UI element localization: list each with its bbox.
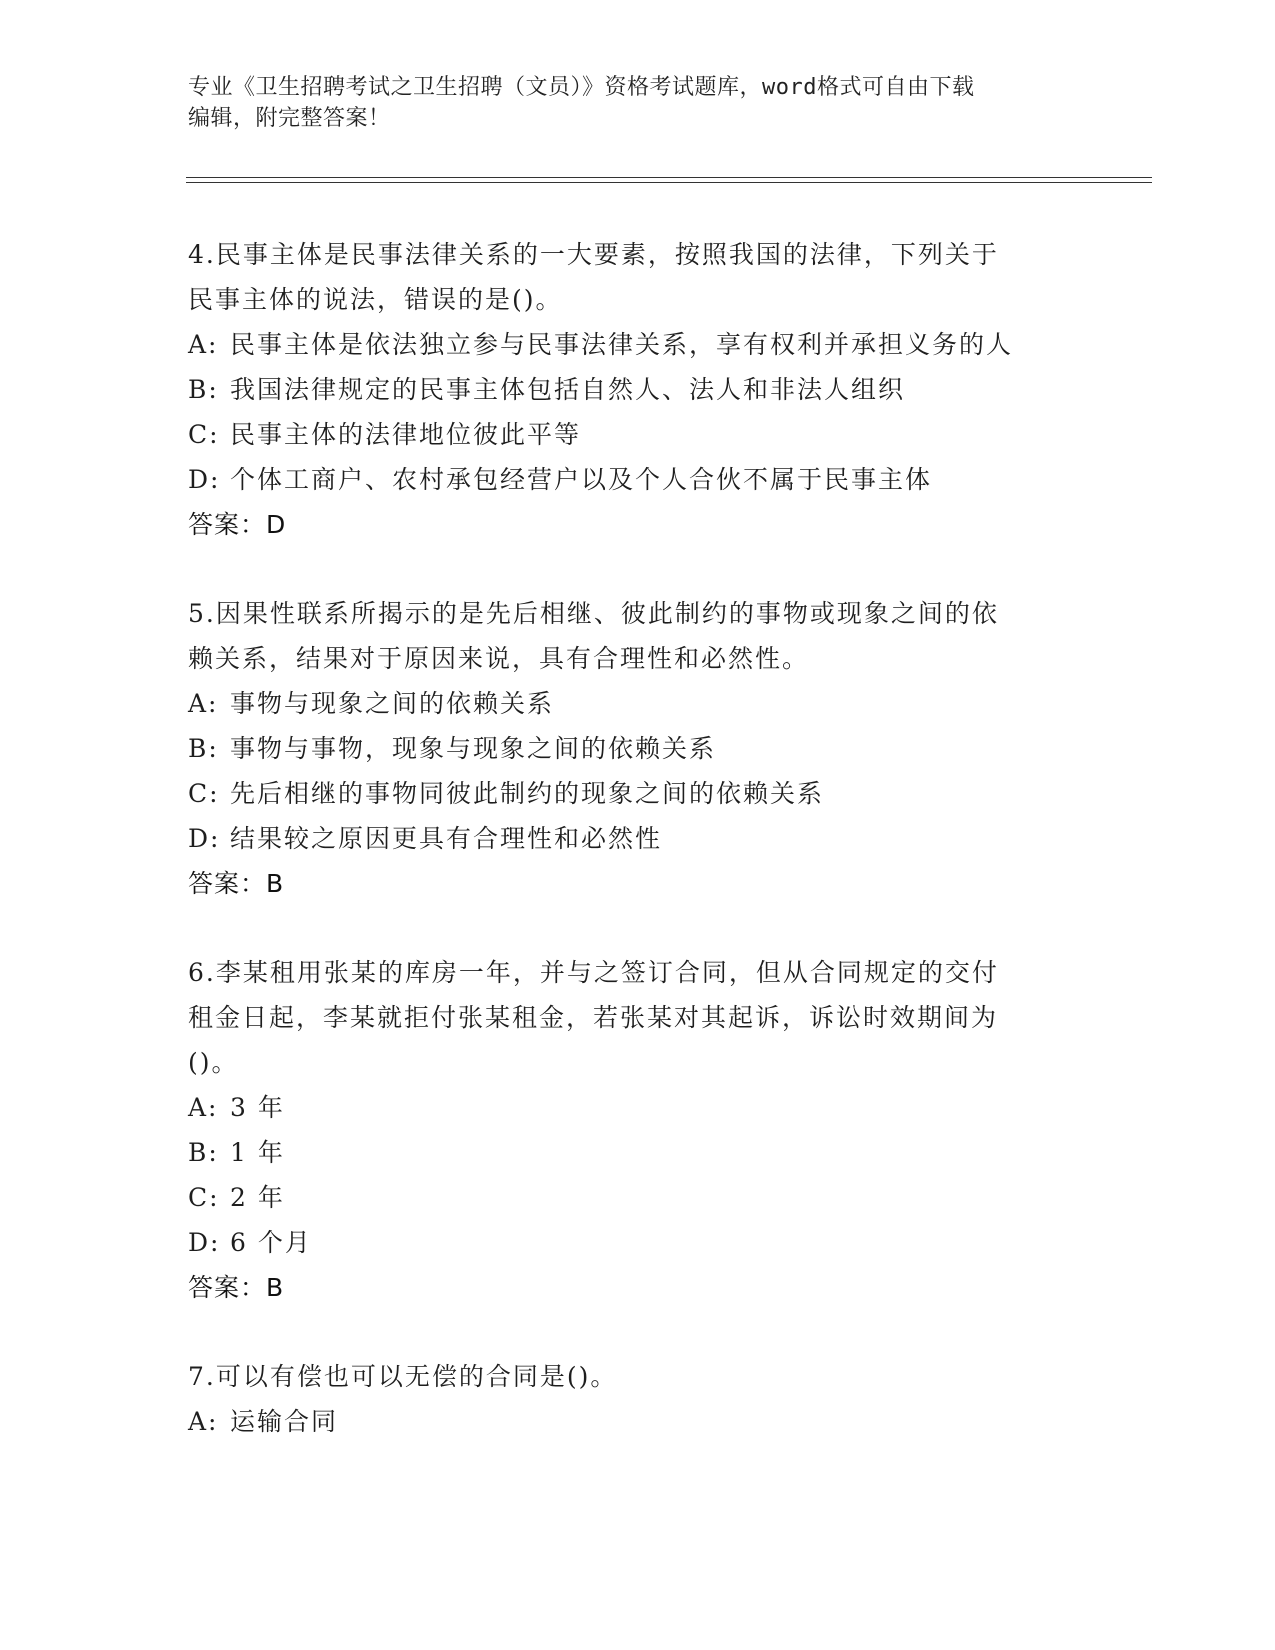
- option-letter: C:: [188, 779, 220, 808]
- option-a: [188, 1399, 1088, 1444]
- answer-line: 答案：D: [188, 510, 287, 539]
- question-stem-line: 赖关系，结果对于原因来说，具有合理性和必然性。: [188, 644, 810, 673]
- question-stem-line: 租金日起，李某就拒付张某租金，若张某对其起诉，诉讼时效期间为: [188, 1003, 999, 1032]
- option-text: 事物与现象之间的依赖关系: [230, 689, 555, 718]
- question-stem-line: 5.因果性联系所揭示的是先后相继、彼此制约的事物或现象之间的依: [188, 599, 999, 628]
- header-divider-bottom: [186, 182, 1152, 183]
- document-header: [188, 72, 1088, 134]
- header-line-1: 专业《卫生招聘考试之卫生招聘（文员）》资格考试题库，word格式可自由下载: [188, 75, 975, 100]
- option-text: 我国法律规定的民事主体包括自然人、法人和非法人组织: [230, 375, 906, 404]
- option-text: 运输合同: [230, 1407, 339, 1436]
- option-text: 民事主体的法律地位彼此平等: [230, 420, 582, 449]
- option-letter: D:: [188, 1228, 221, 1257]
- question-5: [188, 591, 1088, 906]
- question-stem-line: 民事主体的说法，错误的是()。: [188, 285, 563, 314]
- option-letter: C:: [188, 420, 220, 449]
- option-text: 事物与事物，现象与现象之间的依赖关系: [230, 734, 717, 763]
- question-stem-line: 4.民事主体是民事法律关系的一大要素，按照我国的法律，下列关于: [188, 240, 999, 269]
- option-text: 1 年: [230, 1138, 285, 1167]
- option-text: 3 年: [230, 1093, 285, 1122]
- option-letter: B:: [188, 375, 219, 404]
- answer-line: 答案：B: [188, 1273, 285, 1302]
- question-stem-line: ()。: [188, 1048, 239, 1077]
- option-letter: B:: [188, 1138, 219, 1167]
- option-text: 6 个月: [230, 1228, 312, 1257]
- question-4: [188, 232, 1088, 547]
- option-text: 2 年: [230, 1183, 285, 1212]
- option-d: [188, 816, 1088, 861]
- option-c: [188, 771, 1088, 816]
- option-text: 民事主体是依法独立参与民事法律关系，享有权利并承担义务的人: [230, 330, 1014, 359]
- option-letter: B:: [188, 734, 219, 763]
- option-d: [188, 1220, 1088, 1265]
- option-letter: A:: [188, 1407, 219, 1436]
- question-6: [188, 950, 1088, 1310]
- option-b: [188, 367, 1088, 412]
- option-text: 先后相继的事物同彼此制约的现象之间的依赖关系: [230, 779, 825, 808]
- option-b: [188, 1130, 1088, 1175]
- header-divider-top: [186, 177, 1152, 178]
- option-a: [188, 1085, 1088, 1130]
- option-c: [188, 412, 1088, 457]
- option-b: [188, 726, 1088, 771]
- option-letter: D:: [188, 824, 221, 853]
- option-c: [188, 1175, 1088, 1220]
- option-d: [188, 457, 1088, 502]
- option-text: 个体工商户、农村承包经营户以及个人合伙不属于民事主体: [230, 465, 933, 494]
- option-a: [188, 681, 1088, 726]
- option-letter: D:: [188, 465, 221, 494]
- question-list: [188, 232, 1088, 1488]
- option-letter: A:: [188, 330, 219, 359]
- option-a: [188, 322, 1088, 367]
- option-letter: A:: [188, 1093, 219, 1122]
- question-stem-line: 6.李某租用张某的库房一年，并与之签订合同，但从合同规定的交付: [188, 958, 999, 987]
- header-line-2: 编辑，附完整答案！: [188, 106, 391, 131]
- question-stem-line: 7.可以有偿也可以无偿的合同是()。: [188, 1362, 618, 1391]
- option-letter: A:: [188, 689, 219, 718]
- question-7: [188, 1354, 1088, 1444]
- option-text: 结果较之原因更具有合理性和必然性: [230, 824, 663, 853]
- option-letter: C:: [188, 1183, 220, 1212]
- answer-line: 答案：B: [188, 869, 285, 898]
